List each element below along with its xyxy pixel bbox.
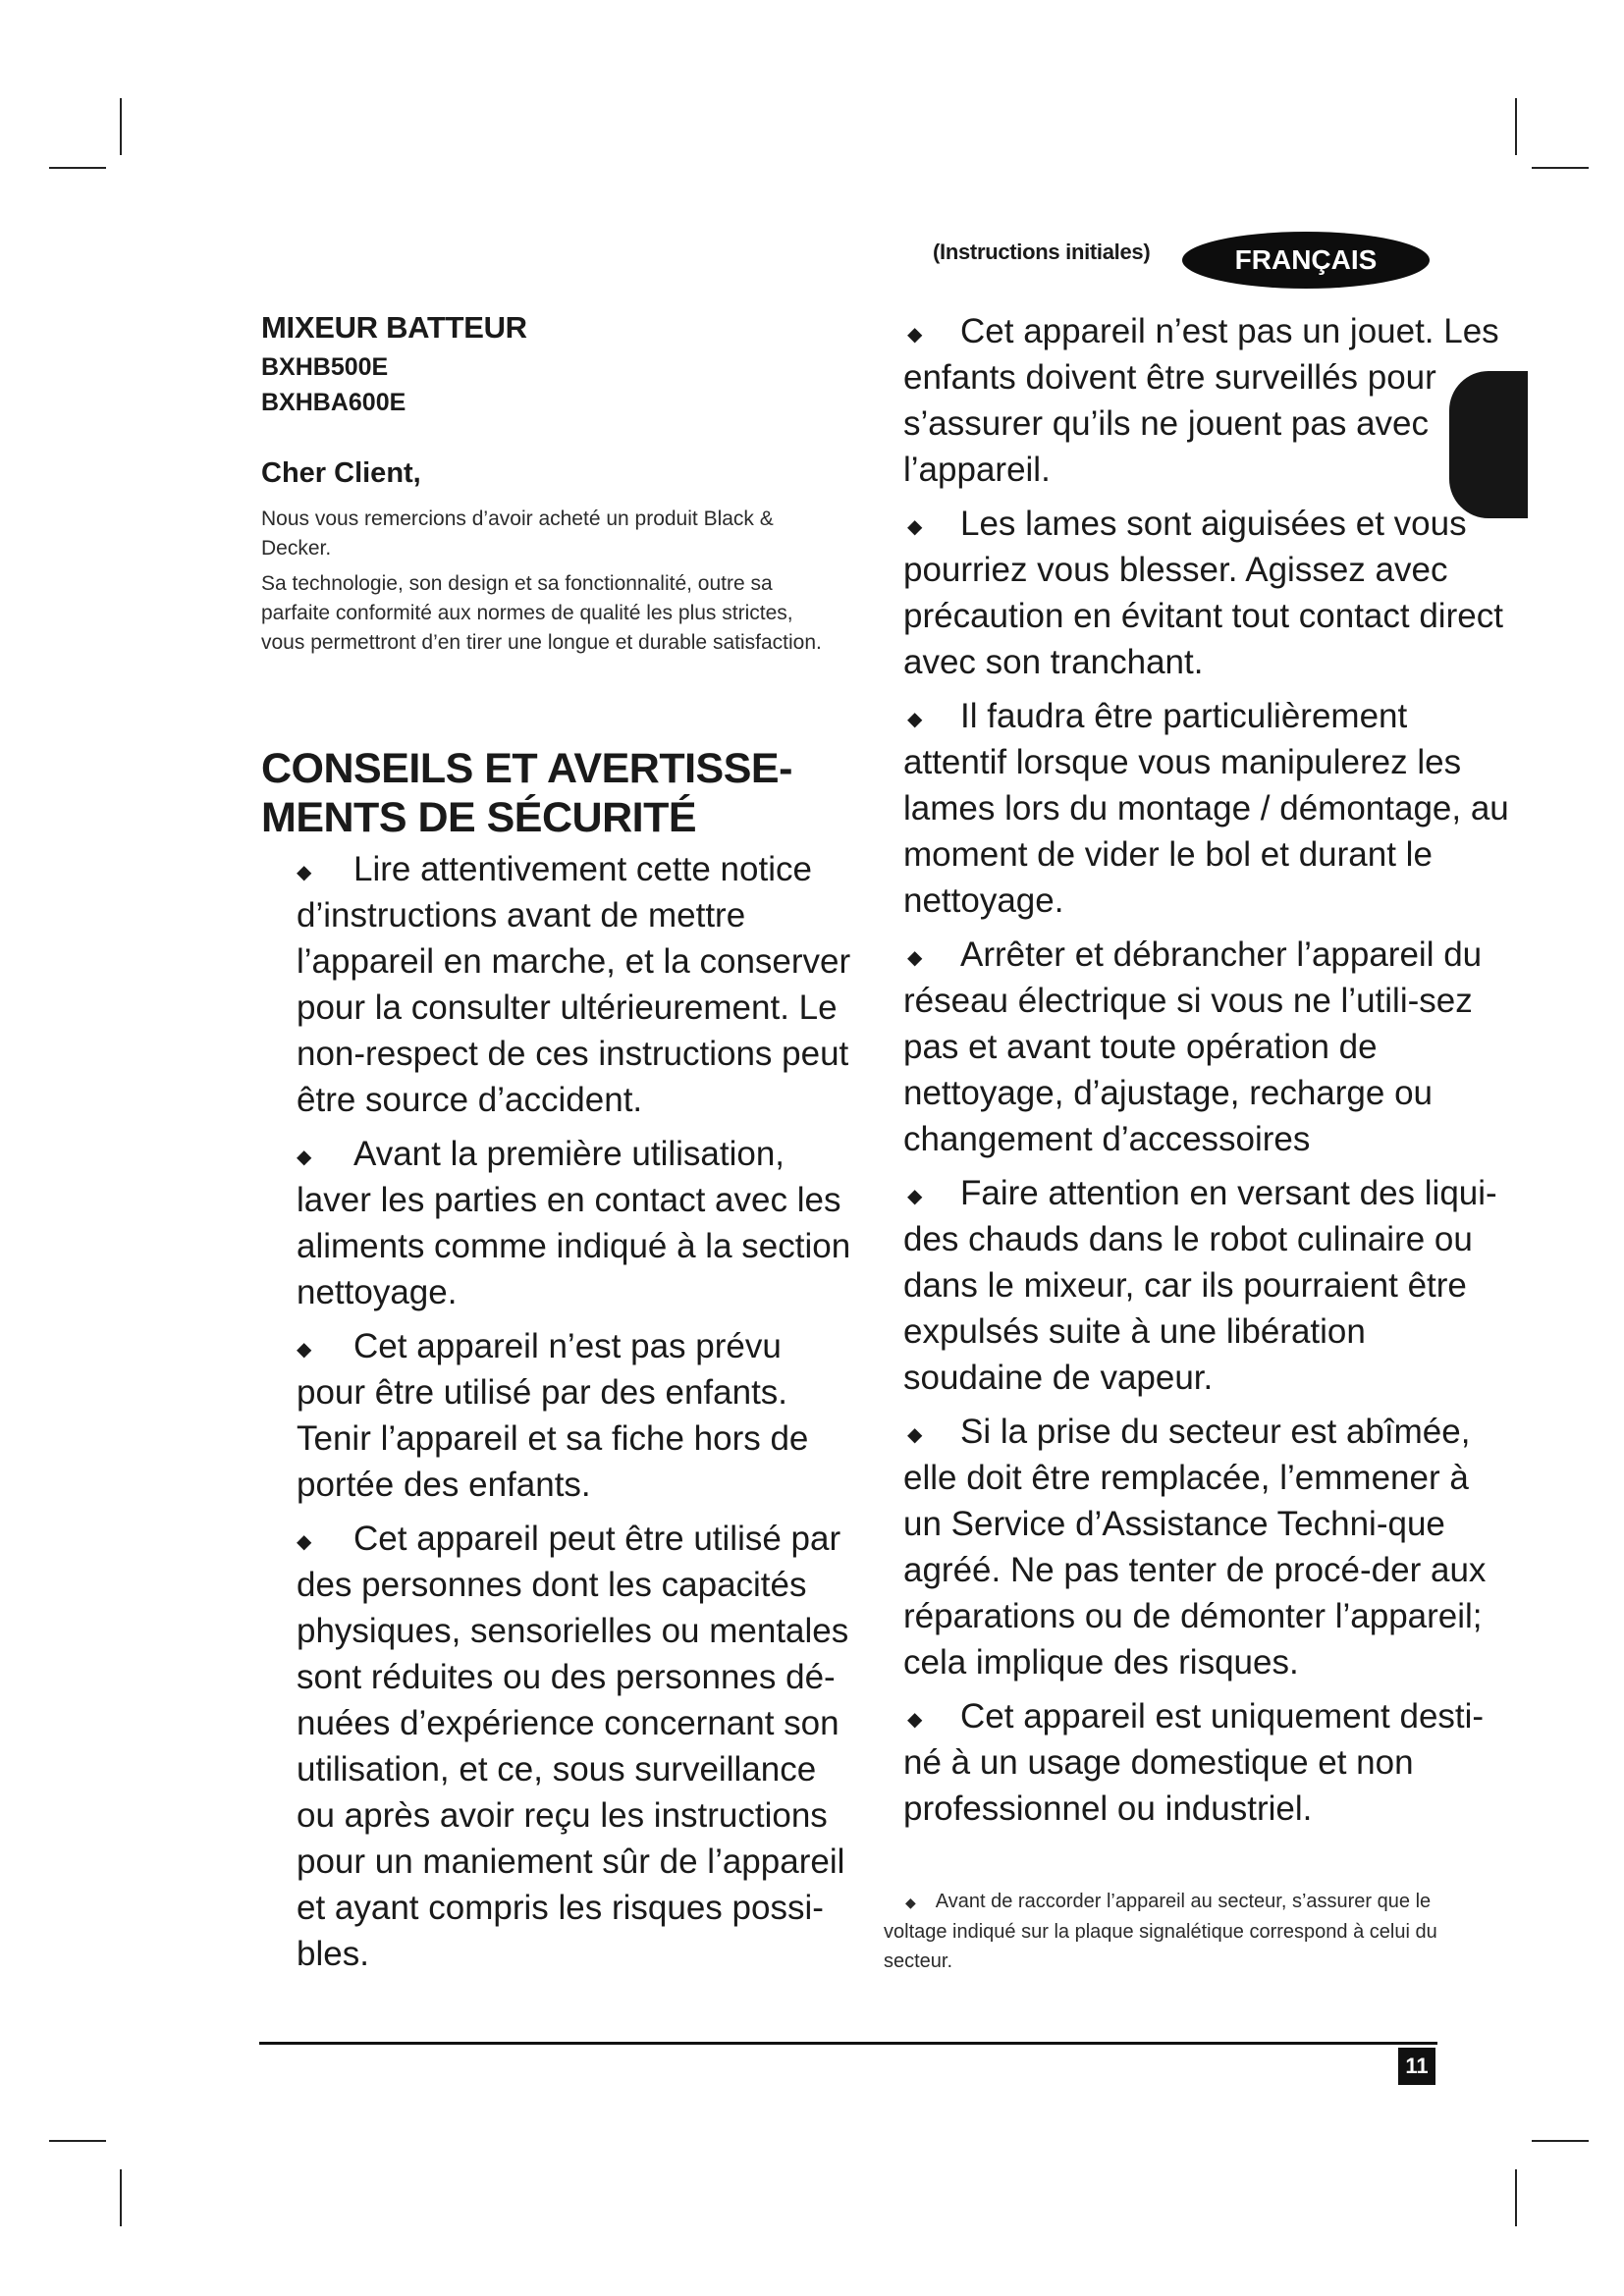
list-item: ◆ Faire attention en versant des liqui-des chauds dans le robot culinaire ou dans le mixeur, car ils pourraient être expulsés suite à une libération soudaine de vapeur.: [903, 1174, 1497, 1397]
model-number: BXHB500E: [261, 353, 389, 381]
crop-mark-top-left-h: [49, 167, 106, 169]
crop-mark-top-right-v: [1515, 98, 1517, 155]
list-item: ◆ Avant la première utilisation, laver les parties en contact avec les aliments comme indiqué à la section nettoyage.: [297, 1135, 851, 1311]
list-item: ◆ Cet appareil n’est pas prévu pour être utilisé par des enfants. Tenir l’appareil et sa fiche hors de portée des enfants.: [297, 1327, 809, 1504]
list-item: ◆ Les lames sont aiguisées et vous pourriez vous blesser. Agissez avec précaution en évitant tout contact direct avec son tranchant.: [903, 505, 1503, 681]
header-subtitle: (Instructions initiales): [933, 240, 1151, 264]
intro-paragraph: Nous vous remercions d’avoir acheté un produit Black & Decker.: [261, 507, 774, 560]
crop-mark-bottom-right-h: [1532, 2140, 1589, 2142]
diamond-bullet-icon: ◆: [907, 947, 923, 969]
diamond-bullet-icon: ◆: [297, 1147, 312, 1168]
crop-mark-top-left-v: [120, 98, 122, 155]
voltage-note-text: Avant de raccorder l’appareil au secteur, s’assurer que le voltage indiqué sur la plaque signalétique correspond à celui du secteur.: [884, 1891, 1437, 1972]
diamond-bullet-icon: ◆: [297, 1339, 312, 1361]
diamond-bullet-icon: ◆: [297, 862, 312, 883]
language-badge: FRANÇAIS: [1182, 232, 1430, 289]
safety-list-left: [297, 846, 858, 1985]
product-title: MIXEUR BATTEUR: [261, 310, 527, 345]
diamond-bullet-icon: ◆: [905, 1895, 916, 1910]
intro-text: [261, 505, 831, 664]
list-item: ◆ Il faudra être particulièrement attentif lorsque vous manipulerez les lames lors du montage / démontage, au moment de vider le bol et durant le nettoyage.: [903, 697, 1509, 920]
diamond-bullet-icon: ◆: [907, 324, 923, 346]
safety-list-right: [903, 308, 1512, 1840]
greeting: Cher Client,: [261, 457, 421, 489]
diamond-bullet-icon: ◆: [907, 709, 923, 730]
diamond-bullet-icon: ◆: [297, 1531, 312, 1553]
list-item: ◆ Cet appareil peut être utilisé par des personnes dont les capacités physiques, sensorielles ou mentales sont réduites ou des personnes dé-nuées d’expérience concernant son utilisation, et ce, sous surveillance ou après avoir reçu les instructions pour un maniement sûr de l’appareil et ayant compris les risques possi-bles.: [297, 1520, 849, 1973]
model-number: BXHBA600E: [261, 389, 406, 416]
crop-mark-bottom-left-v: [120, 2169, 122, 2226]
crop-mark-bottom-left-h: [49, 2140, 106, 2142]
crop-mark-bottom-right-v: [1515, 2169, 1517, 2226]
list-item: ◆ Cet appareil est uniquement desti-né à un usage domestique et non professionnel ou industriel.: [903, 1697, 1485, 1828]
diamond-bullet-icon: ◆: [907, 516, 923, 538]
diamond-bullet-icon: ◆: [907, 1709, 923, 1731]
section-title: CONSEILS ET AVERTISSE-MENTS DE SÉCURITÉ: [261, 745, 792, 841]
crop-mark-top-right-h: [1532, 167, 1589, 169]
list-item: ◆ Si la prise du secteur est abîmée, elle doit être remplacée, l’emmener à un Service d’Assistance Techni-que agréé. Ne pas tenter de procé-der aux réparations ou de démonter l’appareil; cela implique des risques.: [903, 1413, 1487, 1682]
voltage-note: [884, 1887, 1492, 1976]
diamond-bullet-icon: ◆: [907, 1424, 923, 1446]
page-number: 11: [1398, 2048, 1435, 2085]
diamond-bullet-icon: ◆: [907, 1186, 923, 1207]
list-item: ◆ Arrêter et débrancher l’appareil du réseau électrique si vous ne l’utili-sez pas et avant toute opération de nettoyage, d’ajustage, recharge ou changement d’accessoires: [903, 935, 1483, 1158]
list-item: ◆ Cet appareil n’est pas un jouet. Les enfants doivent être surveillés pour s’assurer qu’ils ne jouent pas avec l’appareil.: [903, 312, 1499, 489]
list-item: ◆ Lire attentivement cette notice d’instructions avant de mettre l’appareil en marche, et la conserver pour la consulter ultérieurement. Le non-respect de ces instructions peut être source d’accident.: [297, 850, 851, 1119]
intro-paragraph: Sa technologie, son design et sa fonctionnalité, outre sa parfaite conformité aux normes de qualité les plus strictes, vous permettront d’en tirer une longue et durable satisfaction.: [261, 572, 822, 654]
footer-divider: [259, 2042, 1437, 2045]
